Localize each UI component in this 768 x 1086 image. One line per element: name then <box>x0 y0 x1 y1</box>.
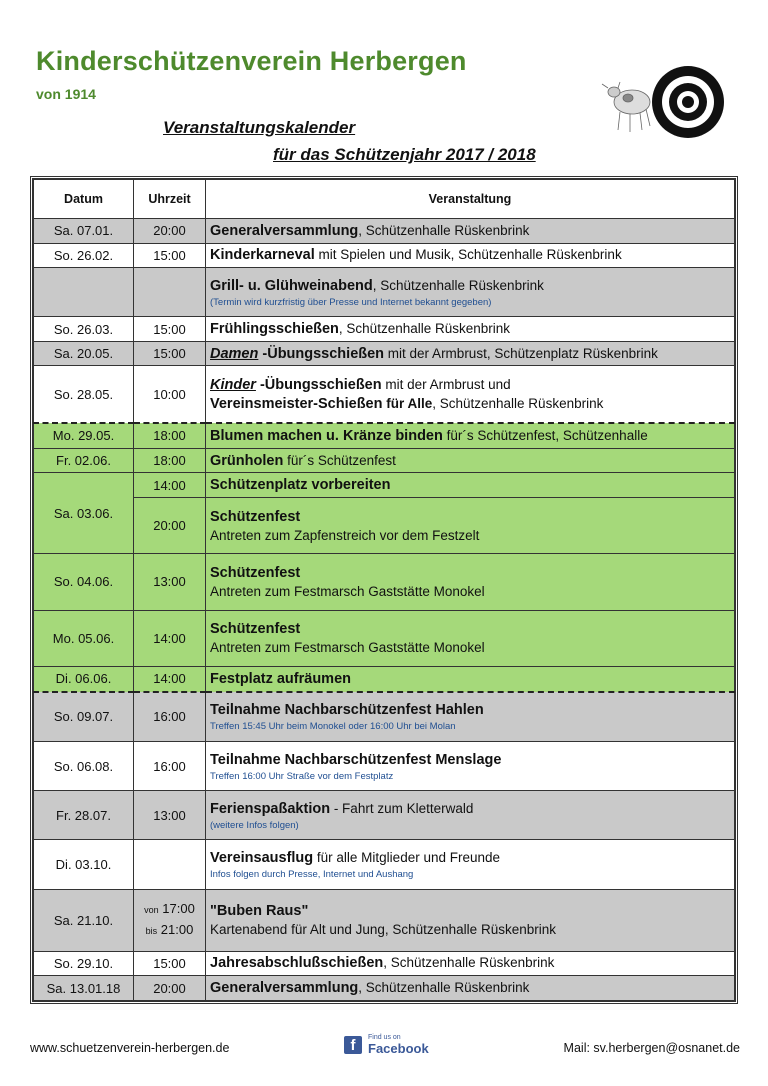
time-to-label: bis <box>145 926 158 937</box>
row-time: 14:00 <box>134 473 206 498</box>
table-row <box>34 976 735 1001</box>
row-date: So. 28.05. <box>34 366 134 423</box>
row-event <box>206 219 735 244</box>
row-event <box>206 951 735 976</box>
event-title: "Buben Raus" <box>210 903 309 920</box>
event-note: Treffen 15:45 Uhr beim Monokel oder 16:00 Uhr bei Molan <box>210 721 456 733</box>
calendar-heading: Veranstaltungskalender <box>163 118 356 137</box>
row-time: 20:00 <box>134 219 206 244</box>
row-time: 16:00 <box>134 692 206 742</box>
facebook-icon: f <box>344 1036 362 1054</box>
row-event <box>206 840 735 889</box>
row-date: Fr. 02.06. <box>34 448 134 473</box>
event-detail: , Schützenhalle Rüskenbrink <box>358 222 530 238</box>
event-title: Generalversammlung <box>210 980 359 997</box>
row-event <box>206 366 735 423</box>
event-detail: Antreten zum Zapfenstreich vor dem Festzelt <box>210 527 480 543</box>
row-time: 16:00 <box>134 742 206 791</box>
event-detail: für´s Schützenfest, Schützenhalle <box>442 427 648 443</box>
row-date: So. 06.08. <box>34 742 134 791</box>
row-time: 13:00 <box>134 554 206 610</box>
row-date: Sa. 21.10. <box>34 889 134 951</box>
table-row <box>34 666 735 691</box>
event-detail: , Schützenhalle Rüskenbrink <box>358 980 530 996</box>
event-note: Infos folgen durch Presse, Internet und Aushang <box>210 868 414 880</box>
row-time <box>134 268 206 317</box>
row-event <box>206 448 735 473</box>
event-calendar-table <box>30 176 738 1004</box>
table-row <box>34 366 735 423</box>
event-detail: für´s Schützenfest <box>283 452 396 468</box>
table-row <box>34 791 735 840</box>
row-event <box>206 473 735 498</box>
contact-mail: Mail: sv.herbergen@osnanet.de <box>563 1041 740 1055</box>
row-event <box>206 742 735 791</box>
event-title: Ferienspaßaktion <box>210 800 331 817</box>
facebook-label: Facebook <box>368 1041 429 1056</box>
event-title: Vereinsausflug <box>210 849 314 866</box>
event-group: Kinder <box>210 377 256 394</box>
event-detail: Antreten zum Festmarsch Gaststätte Monokel <box>210 583 485 599</box>
event-title: Kinderkarneval <box>210 247 315 264</box>
header-time: Uhrzeit <box>134 180 206 219</box>
event-title: -Übungsschießen <box>258 345 385 362</box>
event-detail: Antreten zum Festmarsch Gaststätte Monokel <box>210 640 485 656</box>
row-date: So. 26.02. <box>34 243 134 268</box>
row-event <box>206 791 735 840</box>
calendar-subheading: für das Schützenjahr 2017 / 2018 <box>273 145 536 164</box>
row-date: Mo. 05.06. <box>34 610 134 666</box>
row-time: 18:00 <box>134 448 206 473</box>
event-detail: , Schützenhalle Rüskenbrink <box>338 321 511 337</box>
header-date: Datum <box>34 180 134 219</box>
table-row <box>34 742 735 791</box>
time-from-label: von <box>144 905 159 916</box>
row-date: Di. 06.06. <box>34 666 134 691</box>
row-event <box>206 692 735 742</box>
row-date: Sa. 03.06. <box>34 473 134 554</box>
row-event <box>206 497 735 553</box>
row-time: 10:00 <box>134 366 206 423</box>
row-time: 13:00 <box>134 791 206 840</box>
row-event <box>206 317 735 342</box>
row-date: Di. 03.10. <box>34 840 134 889</box>
facebook-badge <box>344 1034 429 1058</box>
table-row <box>34 473 735 498</box>
event-group: Damen <box>210 345 259 362</box>
row-time: 14:00 <box>134 610 206 666</box>
event-title-2: Vereinsmeister-Schießen <box>210 396 383 413</box>
row-event <box>206 243 735 268</box>
row-time: 20:00 <box>134 976 206 1001</box>
event-title: Schützenfest <box>210 508 301 525</box>
table-row <box>34 692 735 742</box>
event-detail: mit der Armbrust und <box>381 377 511 393</box>
header-event: Veranstaltung <box>206 180 735 219</box>
event-title: Schützenfest <box>210 564 301 581</box>
event-title: Jahresabschlußschießen <box>210 955 384 972</box>
event-detail: Kartenabend für Alt und Jung, Schützenhalle Rüskenbrink <box>210 922 556 938</box>
event-title: Grünholen <box>210 452 284 469</box>
event-title: Teilnahme Nachbarschützenfest Menslage <box>210 751 502 768</box>
event-title: Festplatz aufräumen <box>210 670 351 687</box>
table-row <box>34 317 735 342</box>
table-row <box>34 554 735 610</box>
event-audience: für Alle <box>382 396 433 412</box>
table-row <box>34 840 735 889</box>
website-url: www.schuetzenverein-herbergen.de <box>30 1041 230 1055</box>
row-time: 15:00 <box>134 317 206 342</box>
row-time: 15:00 <box>134 341 206 366</box>
row-event <box>206 268 735 317</box>
row-date <box>34 268 134 317</box>
target-logo-icon <box>600 62 730 142</box>
event-detail: , Schützenhalle Rüskenbrink <box>372 277 544 293</box>
event-note: (weitere Infos folgen) <box>210 819 299 831</box>
table-row <box>34 497 735 553</box>
table-row <box>34 243 735 268</box>
event-note: (Termin wird kurzfristig über Presse und Internet bekannt gegeben) <box>210 296 492 308</box>
row-date: Mo. 29.05. <box>34 423 134 448</box>
event-detail: mit der Armbrust, Schützenplatz Rüskenbrink <box>384 345 658 361</box>
table-row <box>34 610 735 666</box>
time-from: 17:00 <box>162 901 195 917</box>
event-detail: , Schützenhalle Rüskenbrink <box>383 955 555 971</box>
table-header-row <box>34 180 735 219</box>
event-detail: mit Spielen und Musik, Schützenhalle Rüskenbrink <box>314 247 622 263</box>
row-time <box>134 840 206 889</box>
row-date: So. 26.03. <box>34 317 134 342</box>
row-event <box>206 554 735 610</box>
row-event <box>206 666 735 691</box>
row-time: 15:00 <box>134 243 206 268</box>
time-to: 21:00 <box>160 922 194 938</box>
row-date: So. 04.06. <box>34 554 134 610</box>
event-title: Schützenfest <box>210 621 301 638</box>
table-row <box>34 341 735 366</box>
event-title: Schützenplatz vorbereiten <box>210 477 391 494</box>
row-event <box>206 423 735 448</box>
founded-year: von 1914 <box>36 86 96 102</box>
table-row <box>34 889 735 951</box>
row-date: Sa. 20.05. <box>34 341 134 366</box>
facebook-find-us: Find us on <box>368 1034 401 1041</box>
club-title: Kinderschützenverein Herbergen <box>36 46 467 76</box>
table-row <box>34 219 735 244</box>
row-date: Fr. 28.07. <box>34 791 134 840</box>
row-time: 14:00 <box>134 666 206 691</box>
row-event <box>206 976 735 1001</box>
row-event <box>206 610 735 666</box>
row-time: 18:00 <box>134 423 206 448</box>
row-time: 15:00 <box>134 951 206 976</box>
row-time <box>134 889 206 951</box>
row-date: Sa. 13.01.18 <box>34 976 134 1001</box>
event-title: -Übungsschießen <box>255 377 382 394</box>
table-row <box>34 423 735 448</box>
event-title: Teilnahme Nachbarschützenfest Hahlen <box>210 702 484 719</box>
row-time: 20:00 <box>134 497 206 553</box>
row-event <box>206 889 735 951</box>
event-detail: für alle Mitglieder und Freunde <box>313 849 501 865</box>
event-title: Frühlingsschießen <box>210 321 339 338</box>
event-title: Grill- u. Glühweinabend <box>210 277 373 294</box>
event-title: Blumen machen u. Kränze binden <box>210 427 443 444</box>
row-event <box>206 341 735 366</box>
row-date: Sa. 07.01. <box>34 219 134 244</box>
table-row <box>34 268 735 317</box>
table-row <box>34 448 735 473</box>
event-note: Treffen 16:00 Uhr Straße vor dem Festplatz <box>210 770 394 782</box>
row-date: So. 09.07. <box>34 692 134 742</box>
table-row <box>34 951 735 976</box>
row-date: So. 29.10. <box>34 951 134 976</box>
event-location: , Schützenhalle Rüskenbrink <box>432 396 604 412</box>
event-title: Generalversammlung <box>210 222 359 239</box>
event-detail: - Fahrt zum Kletterwald <box>330 800 474 816</box>
